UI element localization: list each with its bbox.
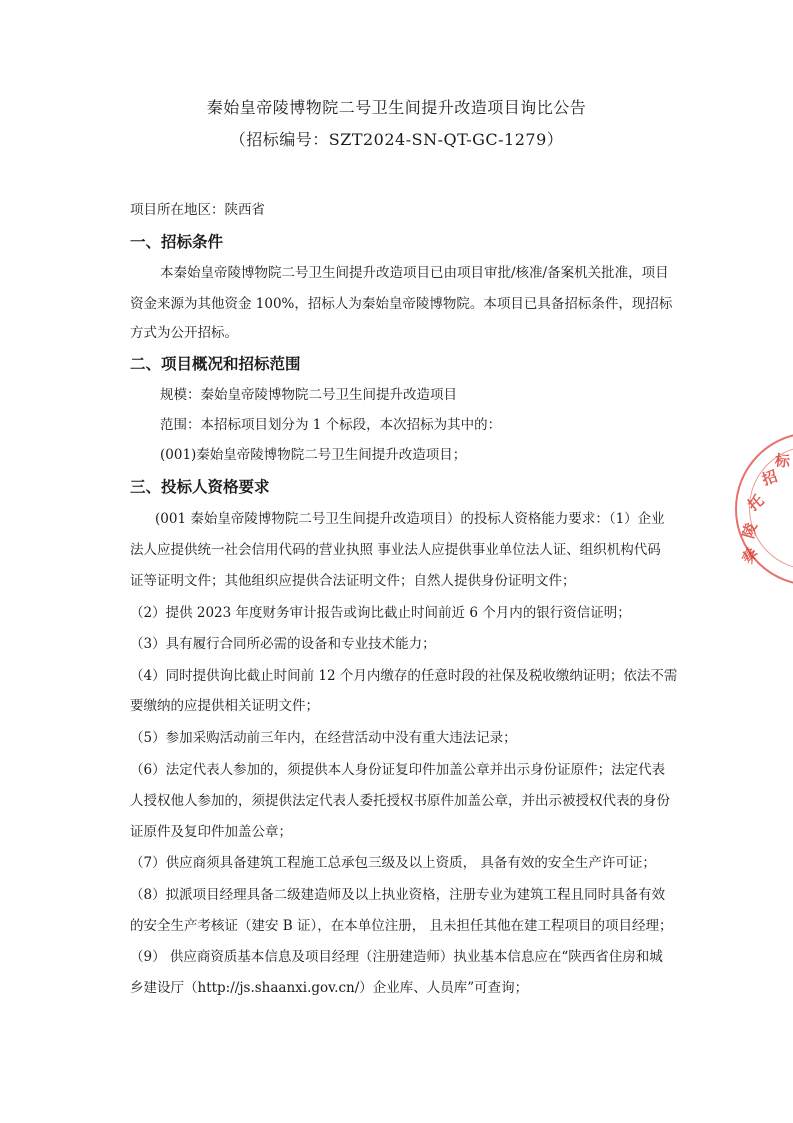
seal-char: 陵: [739, 521, 761, 541]
paragraph-line: （2）提供 2023 年度财务审计报告或询比截止时间前近 6 个月内的银行资信证明；: [130, 605, 631, 621]
section-heading-2: 二、项目概况和招标范围: [130, 355, 301, 373]
paragraph-line: 证原件及复印件加盖公章；: [130, 824, 292, 840]
paragraph-line: （9） 供应商资质基本信息及项目经理（注册建造师）执业基本信息应在“陕西省住房和城: [130, 949, 663, 965]
seal-char: 托: [744, 491, 768, 515]
seal-char: 标: [774, 451, 791, 471]
paragraph-line: (001)秦始皇帝陵博物院二号卫生间提升改造项目；: [160, 447, 467, 463]
paragraph-line: 人授权他人参加的，须提供法定代表人委托授权书原件加盖公章，并出示被授权代表的身份: [130, 793, 670, 809]
tender-code: （招标编号：SZT2024-SN-QT-GC-1279）: [229, 130, 564, 149]
paragraph-line: 要缴纳的应提供相关证明文件；: [130, 698, 319, 714]
paragraph-line: 乡建设厅（http://js.shaanxi.gov.cn/）企业库、人员库”可查询；: [130, 980, 529, 996]
project-region: 项目所在地区：陕西省: [130, 202, 265, 218]
paragraph-line: 法人应提供统一社会信用代码的营业执照 事业法人应提供事业单位法人证、组织机构代码: [130, 542, 661, 558]
paragraph-line: 方式为公开招标。: [130, 325, 238, 341]
seal-char: 秦: [738, 544, 762, 567]
paragraph-line: 范围：本招标项目划分为 1 个标段，本次招标为其中的：: [160, 417, 502, 433]
document-title: 秦始皇帝陵博物院二号卫生间提升改造项目询比公告: [206, 98, 587, 117]
paragraph-line: (001 秦始皇帝陵博物院二号卫生间提升改造项目）的投标人资格能力要求：（1）企业: [155, 511, 665, 527]
paragraph-line: （5）参加采购活动前三年内，在经营活动中没有重大违法记录；: [130, 730, 517, 746]
paragraph-line: （7）供应商须具备建筑工程施工总承包三级及以上资质， 具备有效的安全生产许可证；: [130, 855, 656, 871]
paragraph-line: 的安全生产考核证（建安 B 证），在本单位注册， 且未担任其他在建工程项目的项目经理；: [130, 918, 673, 934]
paragraph-line: 资金来源为其他资金 100%，招标人为秦始皇帝陵博物院。本项目已具备招标条件，现招标: [130, 296, 673, 312]
paragraph-line: （4）同时提供询比截止时间前 12 个月内缴存的任意时段的社保及税收缴纳证明；依法不需: [130, 668, 678, 684]
paragraph-line: 证等证明文件；其他组织应提供合法证明文件；自然人提供身份证明文件；: [130, 573, 576, 589]
paragraph-line: （8）拟派项目经理具备二级建造师及以上执业资格，注册专业为建筑工程且同时具备有效: [130, 887, 666, 903]
section-heading-3: 三、投标人资格要求: [130, 478, 270, 496]
paragraph-line: 本秦始皇帝陵博物院二号卫生间提升改造项目已由项目审批/核准/备案机关批准，项目: [160, 265, 669, 281]
paragraph-line: （6）法定代表人参加的，须提供本人身份证复印件加盖公章并出示身份证原件；法定代表: [130, 762, 666, 778]
paragraph-line: （3）具有履行合同所必需的设备和专业技术能力；: [130, 636, 436, 652]
section-heading-1: 一、招标条件: [130, 233, 224, 251]
paragraph-line: 规模：秦始皇帝陵博物院二号卫生间提升改造项目: [160, 387, 457, 403]
seal-char: 招: [759, 466, 780, 489]
